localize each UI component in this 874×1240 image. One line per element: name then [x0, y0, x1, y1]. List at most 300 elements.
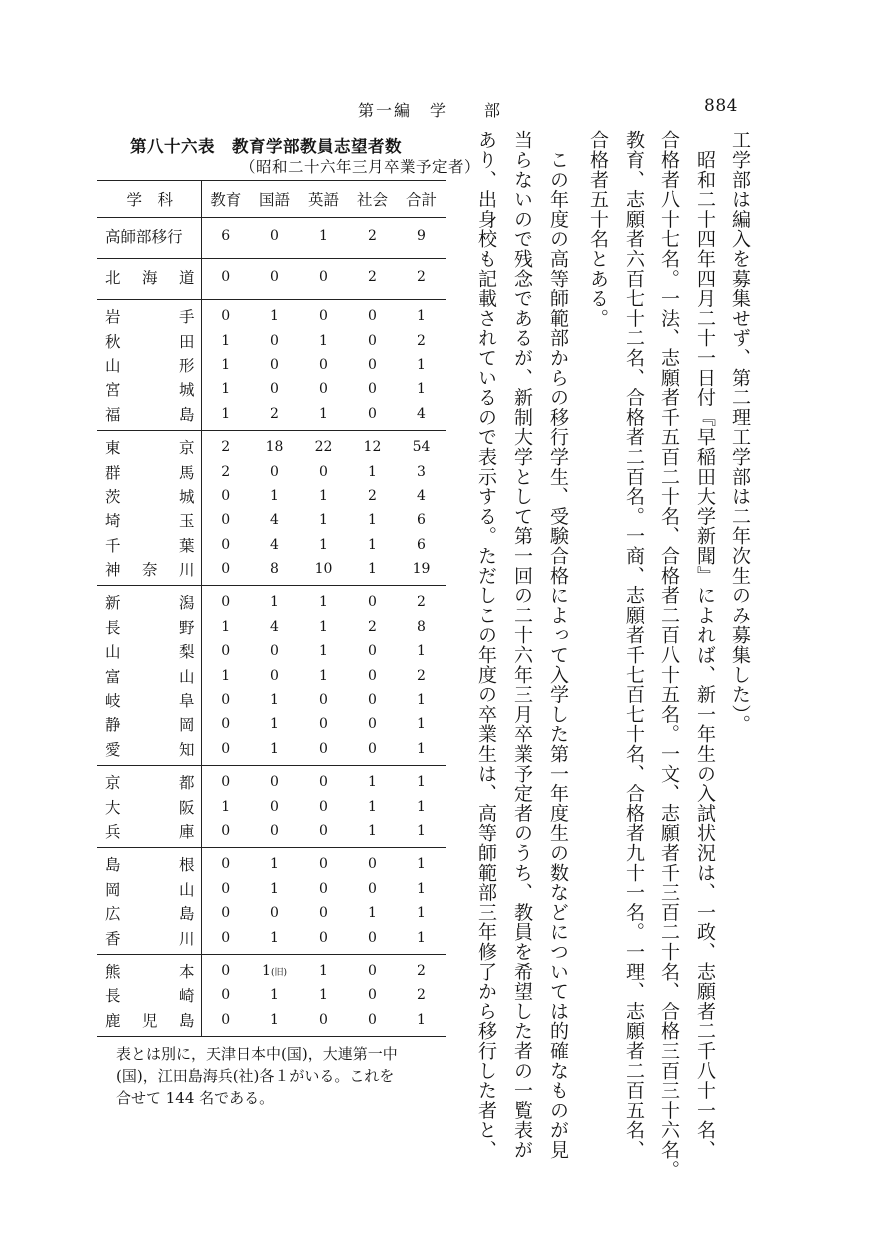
- value-cell: [348, 737, 397, 766]
- value-cell: [201, 353, 250, 377]
- value-cell: [299, 353, 348, 377]
- value-cell: [397, 766, 446, 795]
- table-row: [97, 794, 446, 818]
- value-cell: [250, 300, 299, 329]
- row-label-char: 都: [178, 774, 195, 793]
- table-row: [97, 259, 446, 300]
- value-text: 0: [368, 856, 377, 873]
- value-text: 12: [363, 439, 382, 456]
- row-label-char: 山: [105, 356, 121, 375]
- value-cell: [299, 533, 348, 557]
- value-cell: [250, 430, 299, 459]
- value-cell: [201, 218, 250, 259]
- value-cell: [201, 615, 250, 639]
- body-text-column: 教育、志願者六百七十二名、合格者二百名。一商、志願者千七百七十名、合格者九十一名。一理、志願者二百五名、: [623, 130, 645, 1160]
- value-text: 0: [221, 643, 231, 660]
- header-total: 合計: [397, 181, 446, 218]
- value-cell: [201, 737, 250, 766]
- value-cell: [250, 377, 299, 401]
- value-cell: [299, 218, 348, 259]
- value-cell: [299, 557, 348, 586]
- value-cell: [201, 639, 250, 663]
- value-text: 0: [319, 905, 328, 922]
- value-note: (旧): [270, 967, 287, 978]
- value-cell: [250, 259, 299, 300]
- value-cell: [348, 688, 397, 712]
- value-cell: [201, 557, 250, 586]
- value-cell: [397, 688, 446, 712]
- value-text: 4: [270, 512, 279, 529]
- value-cell: [397, 848, 446, 877]
- value-cell: [397, 377, 446, 401]
- value-text: 0: [368, 405, 377, 422]
- value-text: 8: [417, 618, 426, 635]
- value-text: 1: [221, 618, 231, 635]
- value-cell: [250, 819, 299, 848]
- value-cell: [299, 901, 348, 925]
- row-label-char: 埼: [105, 512, 121, 531]
- value-text: 4: [270, 618, 279, 635]
- table-row: [97, 377, 446, 401]
- value-text: 4: [270, 536, 279, 553]
- value-text: 1: [368, 561, 377, 578]
- row-label-char: 岩: [105, 308, 121, 327]
- row-label-char: 長: [105, 618, 121, 637]
- value-text: 0: [221, 929, 231, 946]
- value-cell: [299, 983, 348, 1007]
- value-cell: [397, 983, 446, 1007]
- value-text: 0: [368, 356, 377, 373]
- value-text: 1: [319, 332, 328, 349]
- body-text-column: 工学部は編入を募集せず、第二理工学部は二年次生のみ募集した）。: [729, 130, 751, 735]
- value-text: 1: [417, 1011, 426, 1028]
- row-label-cell: [97, 615, 201, 639]
- value-text: 1: [417, 856, 426, 873]
- value-text: 0: [221, 561, 231, 578]
- row-label-char: 形: [178, 356, 195, 375]
- row-label-char: 宮: [105, 381, 121, 400]
- value-cell: [201, 377, 250, 401]
- header-english: 英語: [299, 181, 348, 218]
- value-text: 0: [319, 740, 328, 757]
- footnote-line: 合せて 144 名である。: [116, 1089, 275, 1107]
- row-label-char: 北: [105, 269, 121, 287]
- value-text: 4: [417, 487, 426, 504]
- value-cell: [348, 377, 397, 401]
- value-text: 0: [221, 774, 231, 791]
- value-cell: [397, 259, 446, 300]
- row-label-char: 広: [105, 905, 121, 924]
- value-text: 2: [417, 269, 426, 285]
- value-text: 0: [319, 269, 328, 285]
- row-label-cell: [97, 848, 201, 877]
- value-cell: [250, 954, 299, 983]
- value-cell: [348, 819, 397, 848]
- row-label-cell: [97, 557, 201, 586]
- value-text: 0: [221, 594, 231, 611]
- row-label-char: 道: [178, 269, 195, 287]
- value-text: 0: [270, 228, 279, 244]
- value-text: 0: [270, 798, 279, 815]
- value-text: 0: [221, 856, 231, 873]
- value-text: 0: [221, 308, 231, 325]
- value-cell: [299, 615, 348, 639]
- value-text: 1: [368, 463, 377, 480]
- row-label-cell: [97, 218, 201, 259]
- value-text: 1: [319, 987, 328, 1004]
- table-row: [97, 557, 446, 586]
- value-text: 0: [221, 487, 231, 504]
- value-text: 18: [265, 439, 284, 456]
- row-label-char: 山: [105, 643, 121, 662]
- value-cell: [201, 586, 250, 615]
- value-text: 0: [319, 463, 328, 480]
- row-label-char: 野: [178, 618, 195, 637]
- page-number: 884: [704, 96, 738, 116]
- value-text: 1: [417, 716, 426, 733]
- body-text-column: 合格者五十名とある。: [587, 130, 609, 328]
- row-label-char: 田: [178, 332, 195, 351]
- value-text: 1: [368, 774, 377, 791]
- value-cell: [201, 533, 250, 557]
- value-text: 0: [368, 929, 377, 946]
- value-cell: [299, 639, 348, 663]
- value-cell: [299, 259, 348, 300]
- row-label-char: 岡: [178, 716, 195, 735]
- value-cell: [250, 1008, 299, 1037]
- value-cell: [250, 925, 299, 954]
- value-cell: [201, 819, 250, 848]
- value-cell: [299, 377, 348, 401]
- value-text: 0: [221, 692, 231, 709]
- row-label-cell: [97, 737, 201, 766]
- row-label-char: 群: [105, 463, 121, 482]
- table-row: [97, 663, 446, 687]
- row-label-char: 葉: [178, 536, 195, 555]
- value-text: 2: [417, 667, 426, 684]
- row-label-char: 京: [178, 439, 195, 458]
- value-text: 2: [368, 487, 377, 504]
- value-text: 2: [417, 987, 426, 1004]
- value-cell: [201, 712, 250, 736]
- value-cell: [201, 901, 250, 925]
- value-cell: [201, 484, 250, 508]
- row-label-cell: [97, 954, 201, 983]
- value-cell: [348, 533, 397, 557]
- table-row: [97, 615, 446, 639]
- value-text: 0: [221, 269, 231, 285]
- value-text: 1: [368, 905, 377, 922]
- value-text: 1: [270, 929, 279, 946]
- value-text: 0: [221, 536, 231, 553]
- value-cell: [348, 459, 397, 483]
- value-text: 1: [319, 618, 328, 635]
- row-label-cell: [97, 459, 201, 483]
- value-text: 6: [417, 536, 426, 553]
- row-label-char: 愛: [105, 740, 121, 759]
- table-row: [97, 430, 446, 459]
- value-cell: [348, 430, 397, 459]
- value-cell: [201, 794, 250, 818]
- value-text: 0: [319, 308, 328, 325]
- running-header-section: 第一編 学 部: [358, 101, 503, 120]
- table-title: 第八十六表 教育学部教員志望者数: [130, 137, 402, 156]
- row-label-char: 奈: [141, 561, 158, 580]
- row-label-char: 鹿: [105, 1011, 121, 1030]
- row-label-char: 師: [120, 228, 137, 246]
- value-cell: [348, 954, 397, 983]
- value-text: 0: [319, 356, 328, 373]
- body-text-column: 合格者八十七名。一法、志願者千五百二十名、合格者二百八十五名。一文、志願者千三百二十名、合格三百三十六名。: [658, 130, 680, 1180]
- value-cell: [201, 459, 250, 483]
- value-cell: [299, 430, 348, 459]
- value-cell: [397, 353, 446, 377]
- row-label-char: 東: [105, 439, 121, 458]
- row-label-char: 島: [178, 905, 195, 924]
- row-label-cell: [97, 377, 201, 401]
- value-text: 0: [319, 798, 328, 815]
- value-cell: [348, 766, 397, 795]
- row-label-char: 行: [167, 228, 183, 246]
- row-label-char: 熊: [105, 962, 121, 981]
- value-text: 1: [270, 594, 279, 611]
- value-cell: [397, 954, 446, 983]
- value-text: 0: [319, 856, 328, 873]
- value-text: 0: [270, 905, 279, 922]
- value-cell: [299, 925, 348, 954]
- value-cell: [201, 688, 250, 712]
- value-cell: [201, 508, 250, 532]
- table-row: [97, 737, 446, 766]
- table-row: [97, 983, 446, 1007]
- value-text: 0: [368, 740, 377, 757]
- table-row: [97, 300, 446, 329]
- value-text: 1: [270, 880, 279, 897]
- value-text: 1: [221, 667, 231, 684]
- row-label-char: 手: [178, 308, 195, 327]
- value-text: 0: [368, 643, 377, 660]
- value-text: 0: [270, 332, 279, 349]
- value-cell: [299, 954, 348, 983]
- value-cell: [348, 983, 397, 1007]
- value-text: 0: [221, 512, 231, 529]
- value-cell: [397, 877, 446, 901]
- table-row: [97, 954, 446, 983]
- value-cell: [397, 1008, 446, 1037]
- value-text: 1: [221, 381, 231, 398]
- value-cell: [250, 459, 299, 483]
- value-text: 0: [319, 716, 328, 733]
- row-label-char: 島: [178, 405, 195, 424]
- value-cell: [348, 794, 397, 818]
- table-row: [97, 328, 446, 352]
- value-text: 1: [417, 692, 426, 709]
- value-text: 0: [319, 774, 328, 791]
- row-label-cell: [97, 925, 201, 954]
- row-label-cell: [97, 259, 201, 300]
- value-text: 0: [368, 332, 377, 349]
- value-cell: [299, 328, 348, 352]
- teacher-applicants-table: [97, 180, 446, 1037]
- table-row: [97, 688, 446, 712]
- value-text: 1: [221, 356, 231, 373]
- value-cell: [299, 737, 348, 766]
- value-cell: [348, 901, 397, 925]
- table-row: [97, 901, 446, 925]
- value-cell: [250, 484, 299, 508]
- row-label-cell: [97, 712, 201, 736]
- value-cell: [250, 663, 299, 687]
- value-cell: [397, 328, 446, 352]
- value-cell: [250, 615, 299, 639]
- table-row: [97, 877, 446, 901]
- value-cell: [299, 1008, 348, 1037]
- value-text: 1: [417, 774, 426, 791]
- body-text-column: 当らないので残念であるが、新制大学として第一回の二十六年三月卒業予定者のうち、教員を希望した者の一覧表が: [511, 130, 533, 1160]
- value-cell: [201, 954, 250, 983]
- table-row: [97, 712, 446, 736]
- value-text: 2: [368, 269, 377, 285]
- value-cell: [250, 712, 299, 736]
- value-cell: [348, 557, 397, 586]
- value-text: 0: [368, 1011, 377, 1028]
- header-social: 社会: [348, 181, 397, 218]
- value-text: 0: [368, 308, 377, 325]
- row-label-cell: [97, 533, 201, 557]
- value-text: 0: [368, 667, 377, 684]
- value-text: 1: [270, 740, 279, 757]
- row-label-char: 島: [178, 1011, 195, 1030]
- value-text: 2: [417, 332, 426, 349]
- value-cell: [250, 402, 299, 431]
- value-text: 1: [221, 405, 231, 422]
- value-text: 2: [368, 228, 377, 244]
- table-header-row: [97, 181, 446, 218]
- value-text: 1: [262, 962, 271, 979]
- row-label-cell: [97, 353, 201, 377]
- value-text: 8: [270, 561, 279, 578]
- row-label-cell: [97, 300, 201, 329]
- row-label-char: 千: [105, 536, 121, 555]
- value-cell: [250, 353, 299, 377]
- table-subtitle: （昭和二十六年三月卒業予定者）: [240, 158, 481, 176]
- value-cell: [250, 794, 299, 818]
- header-japanese: 国語: [250, 181, 299, 218]
- value-text: 10: [314, 561, 333, 578]
- value-cell: [348, 300, 397, 329]
- value-text: 0: [221, 905, 231, 922]
- table-row: [97, 533, 446, 557]
- value-text: 1: [417, 823, 426, 839]
- value-text: 1: [417, 880, 426, 897]
- value-text: 0: [319, 692, 328, 709]
- value-cell: [250, 508, 299, 532]
- row-label-cell: [97, 430, 201, 459]
- value-text: 0: [368, 716, 377, 733]
- value-cell: [250, 639, 299, 663]
- value-text: 1: [221, 332, 231, 349]
- value-text: 1: [270, 716, 279, 733]
- value-text: 0: [319, 1011, 328, 1028]
- row-label-char: 馬: [178, 463, 195, 482]
- value-text: 4: [417, 405, 426, 422]
- row-label-char: 阪: [178, 798, 195, 817]
- value-cell: [201, 848, 250, 877]
- row-label-cell: [97, 794, 201, 818]
- value-cell: [250, 983, 299, 1007]
- value-text: 1: [270, 692, 279, 709]
- value-text: 0: [270, 463, 279, 480]
- value-cell: [397, 533, 446, 557]
- value-cell: [397, 459, 446, 483]
- value-cell: [299, 766, 348, 795]
- value-cell: [397, 639, 446, 663]
- value-cell: [397, 925, 446, 954]
- table-row: [97, 925, 446, 954]
- value-text: 1: [368, 823, 377, 839]
- value-cell: [397, 402, 446, 431]
- value-cell: [299, 508, 348, 532]
- row-label-char: 山: [178, 667, 195, 686]
- value-text: 1: [319, 643, 328, 660]
- row-label-cell: [97, 402, 201, 431]
- value-cell: [201, 877, 250, 901]
- value-cell: [348, 328, 397, 352]
- value-text: 0: [270, 643, 279, 660]
- row-label-char: 城: [178, 487, 195, 506]
- row-label-char: 島: [105, 856, 121, 875]
- value-cell: [250, 557, 299, 586]
- row-label-char: 児: [141, 1011, 158, 1030]
- value-cell: [348, 259, 397, 300]
- value-text: 0: [368, 692, 377, 709]
- row-label-cell: [97, 1008, 201, 1037]
- value-cell: [397, 819, 446, 848]
- value-text: 1: [368, 798, 377, 815]
- value-text: 0: [270, 823, 279, 839]
- value-cell: [299, 688, 348, 712]
- value-cell: [201, 1008, 250, 1037]
- value-cell: [250, 766, 299, 795]
- row-label-char: 福: [105, 405, 121, 424]
- value-cell: [348, 848, 397, 877]
- value-cell: [348, 586, 397, 615]
- value-text: 9: [417, 228, 426, 244]
- row-label-cell: [97, 663, 201, 687]
- row-label-char: 梨: [178, 643, 195, 662]
- value-text: 3: [417, 463, 426, 480]
- value-text: 0: [368, 381, 377, 398]
- value-cell: [397, 300, 446, 329]
- value-cell: [397, 218, 446, 259]
- value-cell: [348, 663, 397, 687]
- value-text: 54: [412, 439, 431, 456]
- row-label-cell: [97, 877, 201, 901]
- value-cell: [250, 848, 299, 877]
- footnote-line: (国)，江田島海兵(社)各１がいる。これを: [116, 1067, 395, 1085]
- value-cell: [250, 737, 299, 766]
- value-cell: [397, 712, 446, 736]
- row-label-char: 知: [178, 740, 195, 759]
- table-row: [97, 586, 446, 615]
- table-row: [97, 1008, 446, 1037]
- value-text: 2: [368, 618, 377, 635]
- value-text: 0: [221, 1011, 231, 1028]
- value-text: 0: [270, 356, 279, 373]
- value-text: 2: [270, 405, 279, 422]
- row-label-char: 阜: [178, 692, 195, 711]
- value-text: 1: [417, 643, 426, 660]
